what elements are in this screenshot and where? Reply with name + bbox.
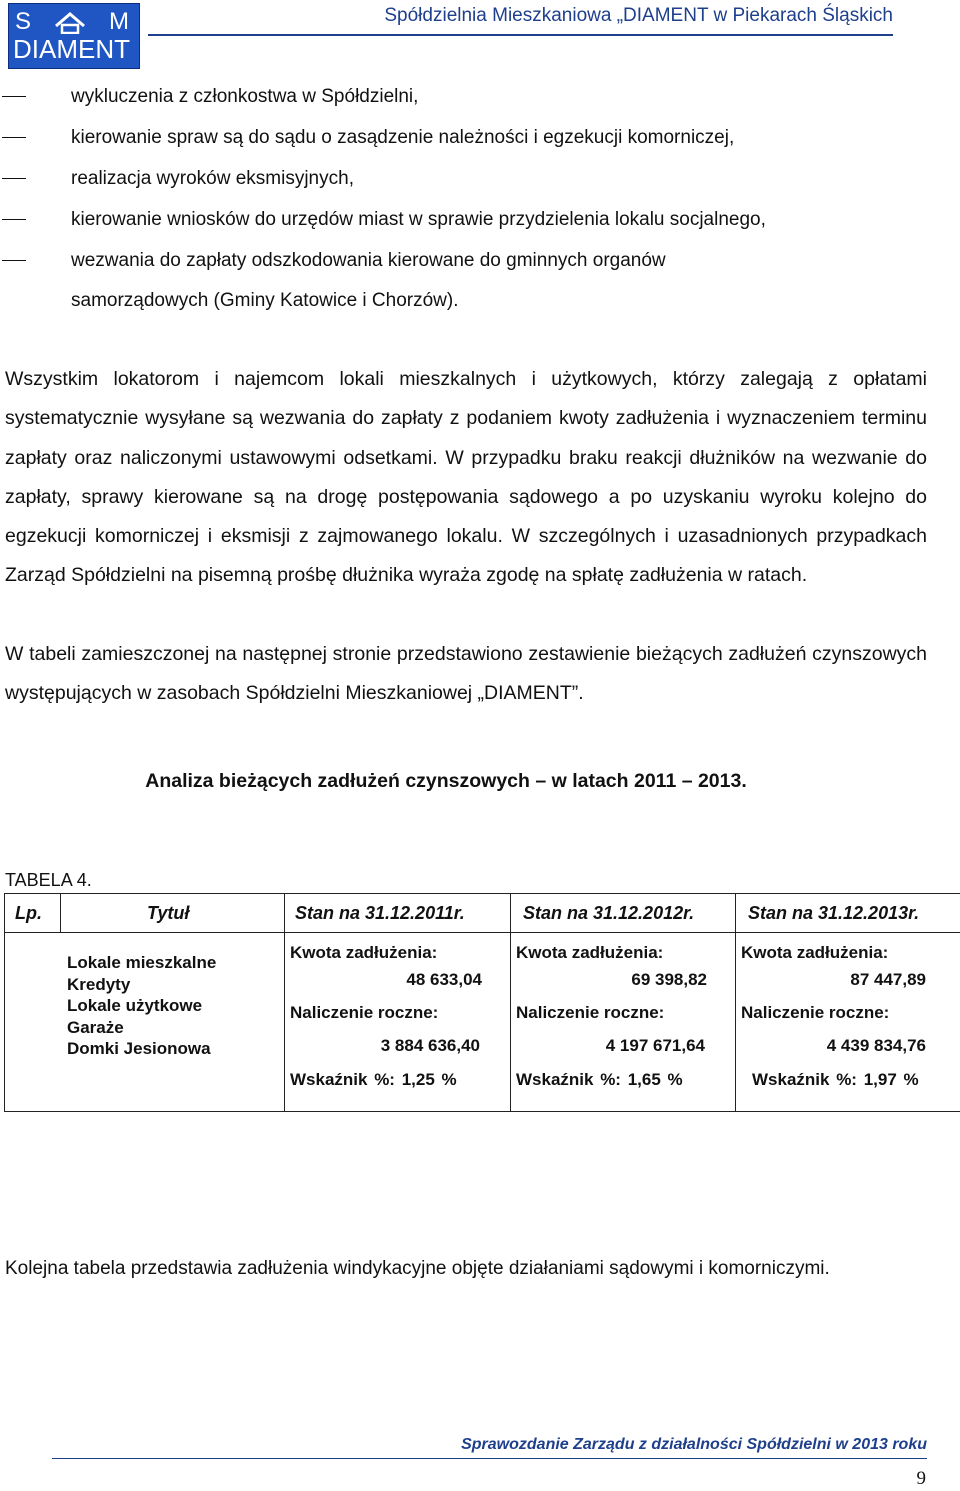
debt-value: 48 633,04 [406,970,482,989]
house-icon [55,12,85,34]
dash-list [0,80,960,285]
type-item: Kredyty [67,974,131,994]
charge-label: Naliczenie roczne: [741,1003,890,1022]
year-cell-2012 [511,933,736,1112]
dash-bullet [2,178,26,179]
header-rule [148,34,893,36]
type-item: Lokale mieszkalne [67,953,217,972]
ratio-value: Wskaźnik %: 1,97 % [752,1070,919,1089]
debt-label: Kwota zadłużenia: [290,943,438,962]
ratio-value: Wskaźnik %: 1,65 % [516,1070,683,1089]
header-year-2012: Stan na 31.12.2012r. [511,894,736,933]
list-item [0,203,960,244]
table-header-row [5,894,960,933]
charge-label: Naliczenie roczne: [516,1003,665,1022]
page-number: 9 [916,1468,926,1489]
type-item: Domki Jesionowa [67,1039,211,1058]
body-paragraph-2: W tabeli zamieszczonej na następnej stronie przedstawiono zestawienie bieżących zadłużeń czynszowych występujących w zasobach Spółdzielni Mieszkaniowej „DIAMENT”. [5,643,927,705]
ratio-value: Wskaźnik %: 1,25 % [290,1070,457,1089]
list-item [0,162,960,203]
footer-title: Sprawozdanie Zarządu z działalności Spółdzielni w 2013 roku [461,1436,927,1453]
year-cell-2013 [736,933,960,1112]
header-title: Tytuł [61,894,285,933]
debt-table [4,893,960,1112]
dash-bullet [2,137,26,138]
debt-value: 69 398,82 [631,970,707,989]
debt-label: Kwota zadłużenia: [741,943,889,962]
list-item-text: realizacja wyroków eksmisyjnych, [71,168,354,189]
closing-paragraph: Kolejna tabela przedstawia zadłużenia windykacyjne objęte działaniami sądowymi i komorniczymi. [5,1258,830,1279]
dash-bullet [2,219,26,220]
year-cell-2011 [285,933,511,1112]
table-row [5,933,960,1112]
type-item: Lokale użytkowe [67,996,203,1015]
logo-letter-m: M [109,8,129,35]
list-item-text: wykluczenia z członkostwa w Spółdzielni, [71,86,419,107]
logo-letter-s: S [15,8,33,35]
diament-logo [8,3,140,69]
header-lp: Lp. [5,894,61,933]
header-year-2011: Stan na 31.12.2011r. [285,894,511,933]
list-item [0,80,960,121]
list-item-text: wezwania do zapłaty odszkodowania kierowane do gminnych organów [71,250,666,271]
list-item-text: kierowanie wniosków do urzędów miast w sprawie przydzielenia lokalu socjalnego, [71,209,766,230]
dash-bullet [2,260,26,261]
charge-value: 4 197 671,64 [605,1036,705,1055]
footer-rule [52,1458,927,1459]
list-item [0,244,960,285]
list-item-continuation: samorządowych (Gminy Katowice i Chorzów). [71,290,459,311]
types-cell [5,933,285,1112]
debt-label: Kwota zadłużenia: [516,943,664,962]
header-year-2013: Stan na 31.12.2013r. [736,894,960,933]
charge-value: 3 884 636,40 [380,1036,480,1055]
charge-value: 4 439 834,76 [826,1036,926,1055]
debt-value: 87 447,89 [850,970,926,989]
list-item [0,121,960,162]
body-paragraph: Wszystkim lokatorom i najemcom lokali mieszkalnych i użytkowych, którzy zalegają z opłatami systematycznie wysyłane są wezwania do zapłaty z podaniem kwoty zadłużenia i wyznaczeniem terminu zapłaty oraz naliczonymi ustawowymi odsetkami. W przypadku braku reakcji dłużników na wezwanie do zapłaty, sprawy kierowane są na drogę postępowania sądowego a po uzyskaniu wyroku kolejno do egzekucji komorniczej i eksmisji z zajmowanego lokalu. W szczególnych i uzasadnionych przypadkach Zarząd Spółdzielni na pisemną prośbę dłużnika wyraża zgodę na spłatę zadłużenia w ratach. [5,368,927,587]
logo-wordmark: DIAMENT [13,34,130,64]
section-title: Analiza bieżących zadłużeń czynszowych – w latach 2011 – 2013. [145,770,747,792]
header-title: Spółdzielnia Mieszkaniowa „DIAMENT w Piekarach Śląskich [384,5,893,26]
table-label: TABELA 4. [5,870,92,890]
type-item: Garaże [67,1017,124,1037]
dash-bullet [2,96,26,97]
list-item-text: kierowanie spraw są do sądu o zasądzenie należności i egzekucji komorniczej, [71,127,735,148]
charge-label: Naliczenie roczne: [290,1003,439,1022]
